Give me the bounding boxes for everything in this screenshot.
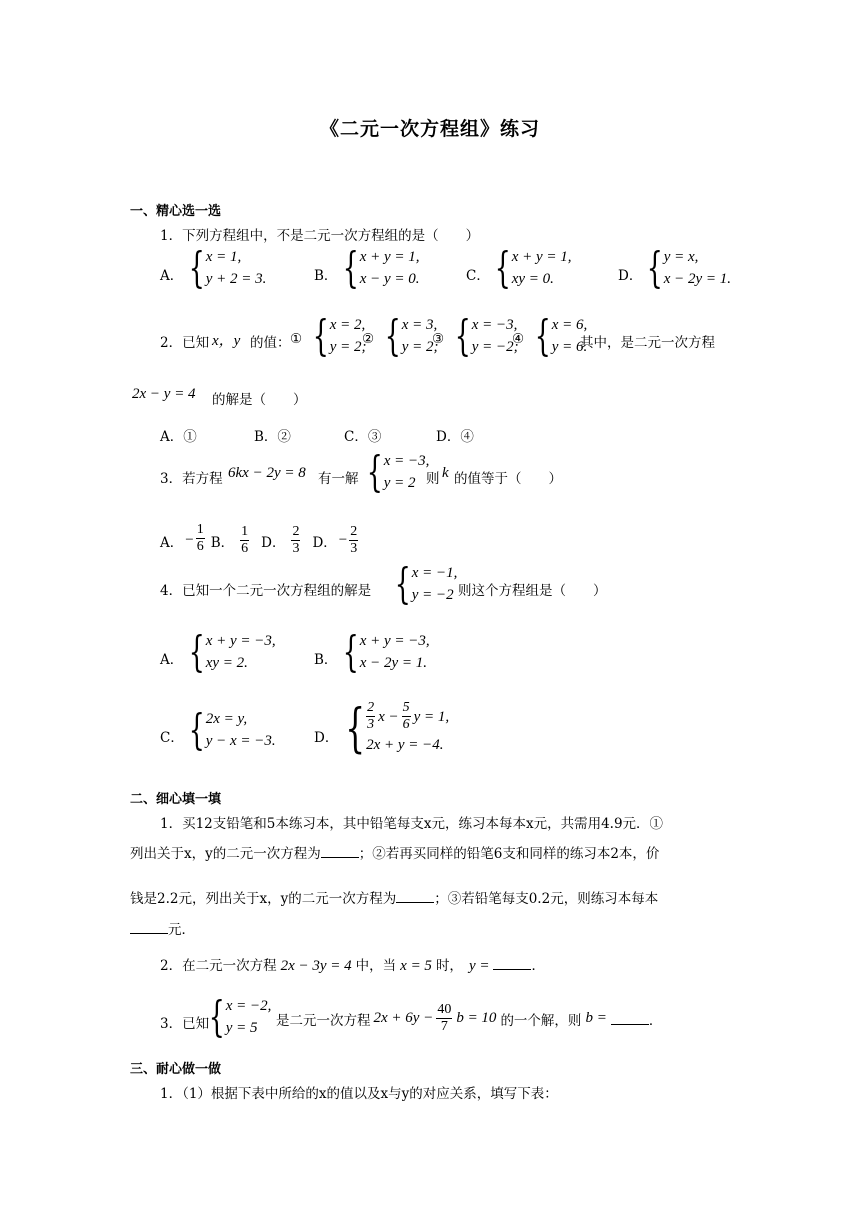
q2-stem-c: 其中，是二元一次方程 [580,335,715,351]
q1-option-b-system: { x + y = 1, x − y = 0. [342,243,420,292]
q1-stem: 1．下列方程组中，不是二元一次方程组的是（ ） [160,228,480,244]
q2-stem-a: 2．已知 [160,335,210,351]
q3-stem-a: 3．若方程 [160,471,223,487]
q2-equation: 2x − y = 4 [132,386,196,402]
fill-q3-blank[interactable] [611,1012,649,1025]
q2-option-a: A．① [160,429,197,445]
fill-q1-blank-1[interactable] [321,845,359,858]
q4-option-b-system: { x + y = −3, x − 2y = 1. [342,627,430,676]
q3-stem-c: 则 [426,471,440,487]
q4-option-c-system: { 2x = y, y − x = −3. [188,705,276,754]
q3-options: A． − $\frac{1}{6}$ B． $\frac{1}{6}$ D． $\frac{2}{3}$ D． − $\frac{2}{3}$ [160,522,358,556]
q4-option-a-system: { x + y = −3, xy = 2. [188,627,276,676]
work-q1: 1．（1）根据下表中所给的x的值以及x与y的对应关系，填写下表： [160,1086,558,1102]
section-1-heading: 一、精心选一选 [130,204,222,219]
fill-q2: 2．在二元一次方程 2x − 3y = 4 中，当 x = 5 时， y = ． [160,958,545,974]
fill-q2-blank[interactable] [493,957,531,970]
q4-option-c-label: C． [160,730,184,746]
fill-q3-rest: 是二元一次方程 2x + 6y − $\frac{40}{7}$ b = 10 的一个解，则 b = ． [276,1002,663,1034]
q2-option-b: B．② [254,429,291,445]
q1-option-c-system: { x + y = 1, xy = 0. [494,243,572,292]
q3-solution-system: { x = −3, y = 2 [366,447,430,496]
q2-stem-d: 的解是（ ） [212,392,307,408]
q1-option-d-system: { y = x, x − 2y = 1. [646,243,732,292]
fill-q3-a: 3．已知 [160,1016,210,1032]
q2-stem-b: 的值： [250,335,291,351]
q2-pair-2: { x = 3, y = 2; [384,311,439,360]
section-2-heading: 二、细心填一填 [130,792,222,807]
q2-option-c: C．③ [344,429,382,445]
q2-mark-4: ④ [512,331,525,347]
q2-mark-3: ③ [432,331,445,347]
q2-option-d: D．④ [436,429,474,445]
q2-pair-3: { x = −3, y = −2; [454,311,519,360]
q1-option-b-label: B． [314,268,338,284]
q3-equation: 6kx − 2y = 8 [228,465,306,481]
q2-mark-2: ② [362,331,375,347]
q2-mark-1: ① [290,331,303,347]
q1-option-a-system: { x = 1, y + 2 = 3. [188,243,267,292]
q2-pair-1: { x = 2, y = 2; [312,311,367,360]
q3-k: k [442,465,449,481]
fill-q1-blank-2[interactable] [396,890,434,903]
q3-stem-b: 有一解 [318,471,359,487]
q3-stem-d: 的值等于（ ） [454,471,562,487]
q1-option-d-label: D． [618,268,643,284]
fill-q3-system: { x = −2, y = 5 [208,992,272,1041]
fill-q1-line4: 元． [130,918,195,938]
fill-q1-blank-3[interactable] [130,921,168,934]
q1-option-a-label: A． [160,268,184,284]
q4-option-b-label: B． [314,652,338,668]
q4-solution-system: { x = −1, y = −2 [394,559,458,608]
q4-stem-a: 4．已知一个二元一次方程组的解是 [160,583,372,599]
q2-vars: x，y [212,333,241,349]
fill-q1-line1: 1．买12支铅笔和5本练习本，其中铅笔每支x元，练习本每本x元，共需用4.9元．① [160,816,664,832]
q2-pair-4: { x = 6, y = 6. [534,311,588,360]
fill-q1-line2: 列出关于x，y的二元一次方程为 ；②若再买同样的铅笔6支和同样的练习本2本，价 [130,846,660,862]
section-3-heading: 三、耐心做一做 [130,1062,222,1077]
q4-option-d-system: { $\frac{2}{3}$ x − $\frac{5}{6}$ y = 1, 2x + y = −4. [345,698,450,759]
q4-stem-b: 则这个方程组是（ ） [458,583,607,599]
q4-option-d-label: D． [314,730,339,746]
q1-option-c-label: C． [466,268,490,284]
fill-q1-line3: 钱是2.2元，列出关于x，y的二元一次方程为 ；③若铅笔每支0.2元，则练习本每本 [130,891,659,907]
q4-option-a-label: A． [160,652,184,668]
page-title: 《二元一次方程组》练习 [319,118,540,140]
